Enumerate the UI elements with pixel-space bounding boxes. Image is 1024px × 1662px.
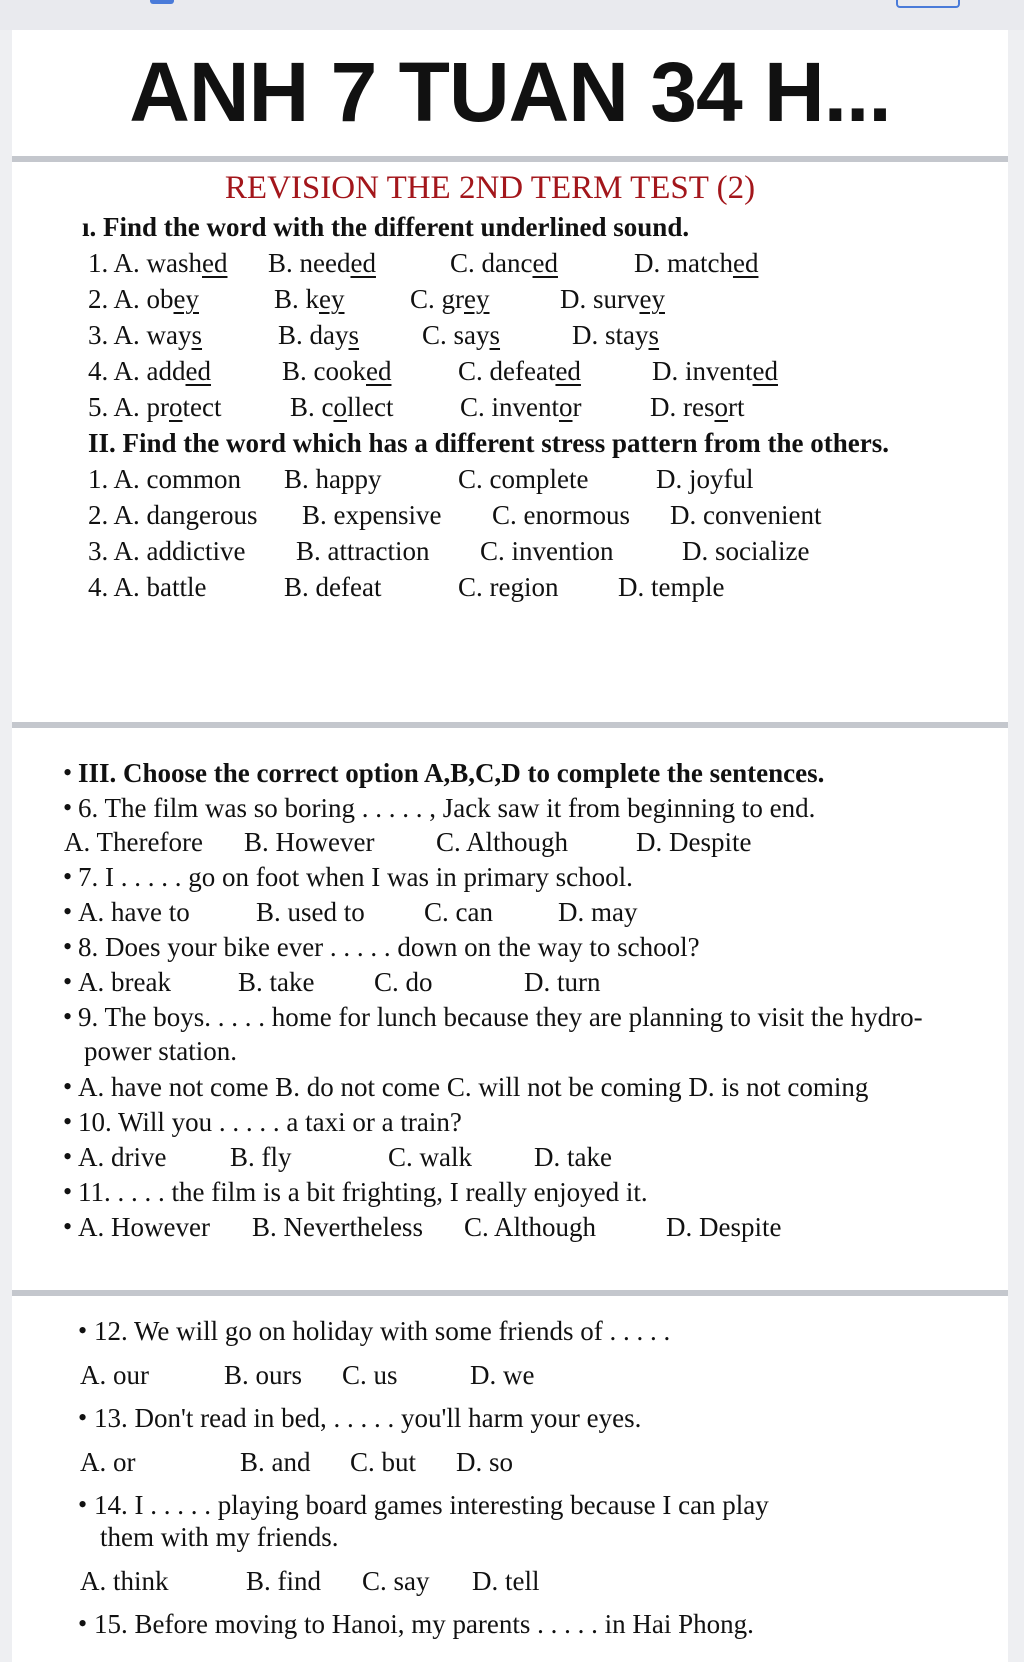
question-14: 14. I . . . . . playing board games interesting because I can play <box>94 1490 769 1520</box>
question-8: 8. Does your bike ever . . . . . down on the way to school? <box>78 932 700 962</box>
question-14-continued: them with my friends. <box>100 1522 339 1552</box>
tab-indicator <box>896 0 960 8</box>
bullet-icon: • <box>78 1490 88 1519</box>
bullet-icon: • <box>63 1002 73 1031</box>
bullet-icon: • <box>63 967 73 996</box>
bullet-icon: • <box>63 758 73 787</box>
bullet-icon: • <box>63 1142 73 1171</box>
bullet-icon: • <box>63 1177 73 1206</box>
browser-top-strip <box>0 0 1024 30</box>
bullet-icon: • <box>63 932 73 961</box>
question-7: 7. I . . . . . go on foot when I was in primary school. <box>78 862 633 892</box>
title-divider <box>12 156 1008 162</box>
bullet-icon: • <box>78 1316 88 1345</box>
question-9: 9. The boys. . . . . home for lunch because they are planning to visit the hydro- <box>78 1002 923 1032</box>
slide-2: • III. Choose the correct option A,B,C,D to complete the sentences. • 6. The film was so boring . . . . . , Jack saw it from beginning to end. A. Therefore B. However C. Although D. Despite • 7. I . . . . . go on foot when I was in primary school. • A. have to B. used to C. can D. may • 8. Does your bike ever . . . . . down on the way to school? • A. break B. take C. do D. turn • 9. The boys. . . . . home for lunch because they are planning to visit the hydro- power station. • A. have not come B. do not come C. will not be coming D. is not coming • 10. Will you . . . . . a taxi or a train? • A. drive B. fly C. walk D. take • 11. . . . . the film is a bit frighting, I really enjoyed it. • A. However B. Nevertheless C. Although D. Despite <box>12 728 1008 1290</box>
document-title: ANH 7 TUAN 34 H... <box>129 45 891 139</box>
slide-3: • 12. We will go on holiday with some friends of . . . . . A. our B. ours C. us D. we • 13. Don't read in bed, . . . . . you'll harm your eyes. A. or B. and C. but D. so • 14. I . . . . . playing board games interesting because I can play them with my friends. A. think B. find C. say D. tell • 15. Before moving to Hanoi, my parents . . . . . in Hai Phong. <box>12 1296 1008 1662</box>
bullet-icon: • <box>78 1609 88 1638</box>
bullet-icon: • <box>63 1072 73 1101</box>
question-15: 15. Before moving to Hanoi, my parents . . . . . in Hai Phong. <box>94 1609 754 1639</box>
section-3-heading: III. Choose the correct option A,B,C,D to complete the sentences. <box>78 758 825 788</box>
question-13: 13. Don't read in bed, . . . . . you'll harm your eyes. <box>94 1403 642 1433</box>
bullet-icon: • <box>63 1212 73 1241</box>
question-12: 12. We will go on holiday with some friends of . . . . . <box>94 1316 671 1346</box>
bullet-icon: • <box>63 897 73 926</box>
question-9-continued: power station. <box>84 1036 237 1066</box>
test-subtitle: REVISION THE 2ND TERM TEST (2) <box>224 170 756 206</box>
question-10: 10. Will you . . . . . a taxi or a train? <box>78 1107 462 1137</box>
question-11: 11. . . . . the film is a bit frighting, I really enjoyed it. <box>78 1177 648 1207</box>
question-6: 6. The film was so boring . . . . . , Jack saw it from beginning to end. <box>78 793 816 823</box>
section-2-heading: II. Find the word which has a different stress pattern from the others. <box>88 428 889 458</box>
bullet-icon: • <box>63 862 73 891</box>
bullet-icon: • <box>63 1107 73 1136</box>
progress-indicator <box>150 0 174 4</box>
bullet-icon: • <box>78 1403 88 1432</box>
bullet-icon: • <box>63 793 73 822</box>
section-1-heading: ı. Find the word with the different underlined sound. <box>82 212 690 242</box>
question-9-options: A. have not come B. do not come C. will not be coming D. is not coming <box>78 1072 869 1102</box>
slide-1: ANH 7 TUAN 34 H... REVISION THE 2ND TERM TEST (2) ı. Find the word with the different underlined sound. 1. A. washed B. needed C. danced D. matched 2. A. obey B. key C. grey D. survey 3. A. ways B. days C. says D. stays 4. A. added B. cooked C. defeated D. invented 5. A. protect B. collect C. inventor D. resort II. Find the word which has a different stress pattern from the others. 1. A. common B. happy C. complete D. joyful 2. A. dangerous B. expensive C. enormous D. convenient 3. A. addictive B. attraction C. invention D. socialize 4. A. battle B. defeat C. region D. temple <box>12 30 1008 722</box>
